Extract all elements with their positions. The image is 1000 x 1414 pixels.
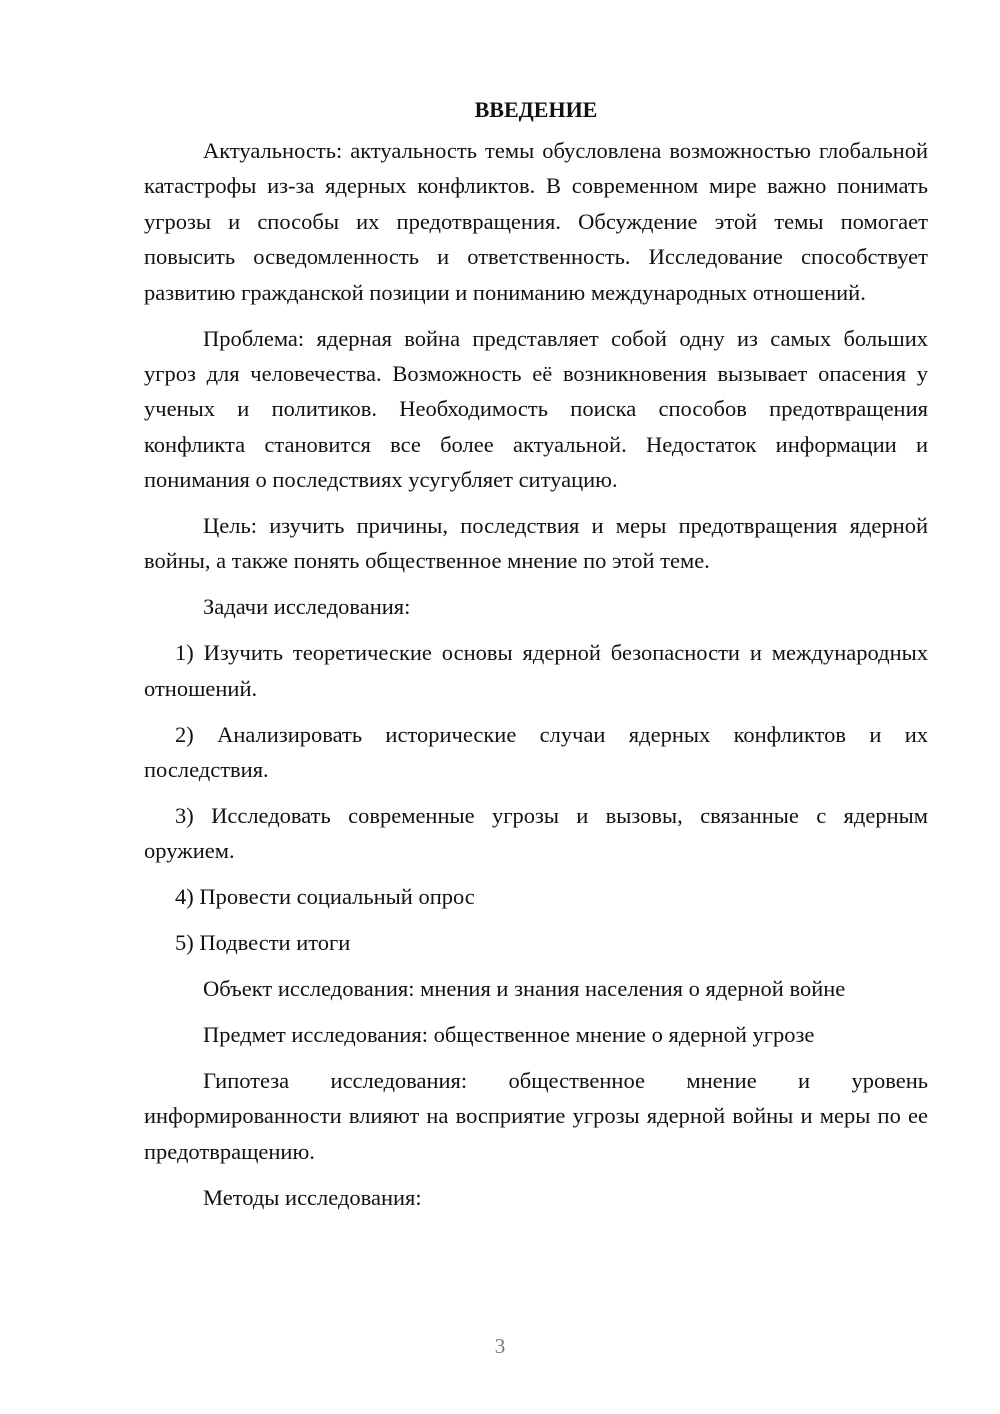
task-item-3: 3) Исследовать современные угрозы и вызовы, связанные с ядерным оружием. (144, 802, 928, 864)
document-page (144, 92, 928, 1225)
page-title: ВВЕДЕНИЕ (474, 97, 598, 122)
methods-heading: Методы исследования: (203, 1184, 422, 1210)
task-item-1: 1) Изучить теоретические основы ядерной безопасности и международных отношений. (144, 640, 928, 701)
hypothesis-paragraph: Гипотеза исследования: общественное мнение и уровень информированности влияют на восприятие угрозы ядерной войны и меры по ее предотвращению. (144, 1067, 928, 1164)
relevance-paragraph: Актуальность: актуальность темы обусловлена возможностью глобальной катастрофы из-за ядерных конфликтов. В современном мире важно понимать угрозы и способы их предотвращения. Обсуждение этой темы помогает повысить осведомленность и ответственность. Исследование способствует развитию гражданской позиции и пониманию международных отношений. (144, 138, 928, 305)
task-item-2: 2) Анализировать исторические случаи ядерных конфликтов и их последствия. (144, 721, 928, 782)
page-number: 3 (494, 1334, 506, 1358)
goal-paragraph: Цель: изучить причины, последствия и меры предотвращения ядерной войны, а также понять общественное мнение по этой теме. (144, 513, 928, 574)
tasks-list (144, 635, 928, 960)
problem-paragraph: Проблема: ядерная война представляет собой одну из самых больших угроз для человечества. Возможность её возникновения вызывает опасения у ученых и политиков. Необходимость поиска способов предотвращения конфликта становится все более актуальной. Недостаток информации и понимания о последствиях усугубляет ситуацию. (144, 325, 928, 493)
tasks-heading: Задачи исследования: (203, 594, 411, 620)
object-paragraph: Объект исследования: мнения и знания населения о ядерной войне (203, 976, 846, 1002)
task-item-5: 5) Подвести итоги (175, 930, 351, 956)
subject-paragraph: Предмет исследования: общественное мнение о ядерной угрозе (203, 1021, 815, 1047)
task-item-4: 4) Провести социальный опрос (175, 884, 475, 910)
